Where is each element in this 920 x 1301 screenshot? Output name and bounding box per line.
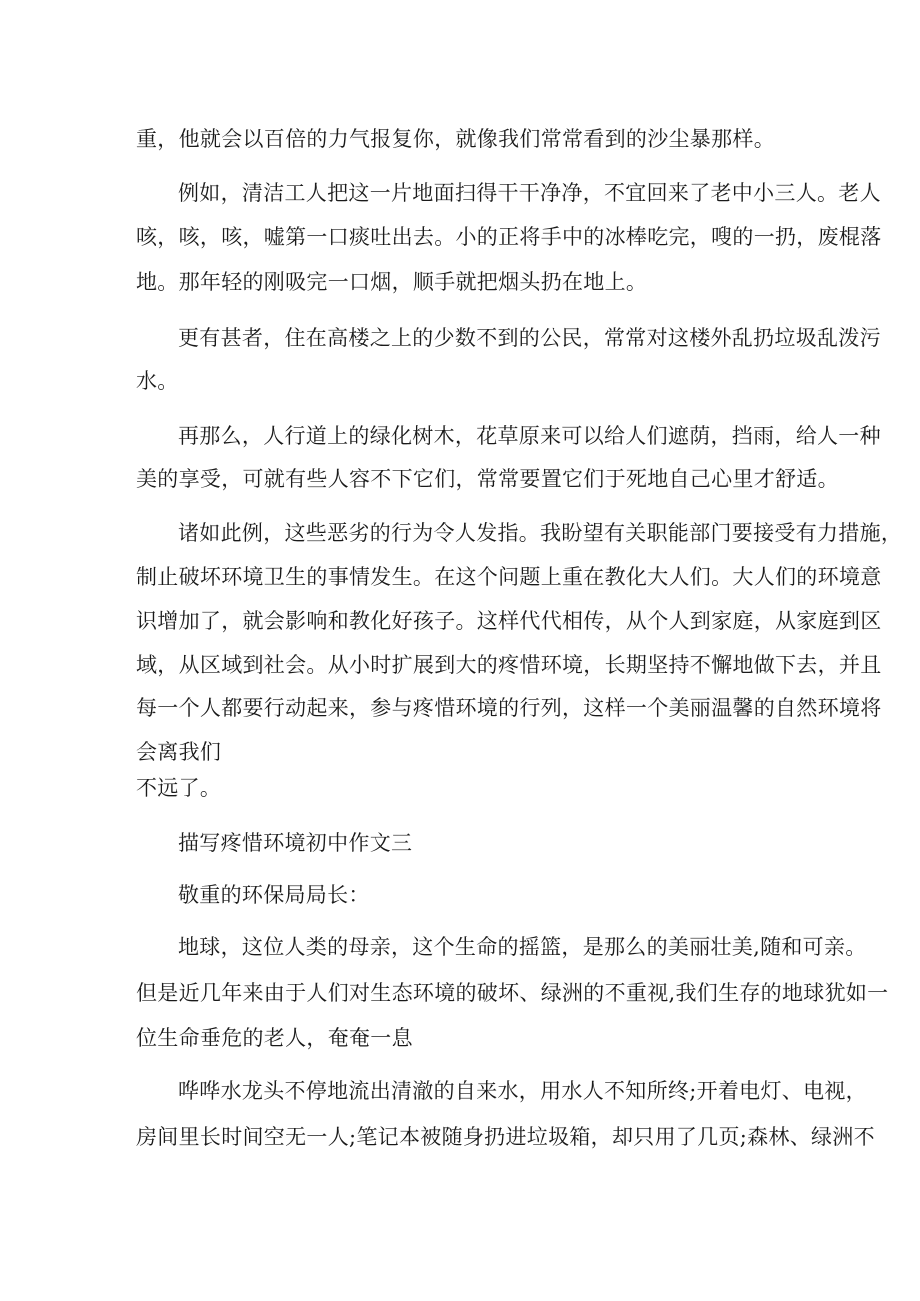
text-line: 再那么，人行道上的绿化树木，花草原来可以给人们遮荫，挡雨，给人一种 xyxy=(178,424,881,448)
text-line: 位生命垂危的老人，奄奄一息 xyxy=(136,1026,413,1050)
text-line: 重，他就会以百倍的力气报复你，就像我们常常看到的沙尘暴那样。 xyxy=(136,127,775,151)
text-line: 房间里长时间空无一人;笔记本被随身扔进垃圾箱，却只用了几页;森林、绿洲不 xyxy=(136,1125,875,1149)
text-line: 哗哗水龙头不停地流出清澈的自来水，用水人不知所终;开着电灯、电视， xyxy=(178,1079,867,1103)
text-line: 水。 xyxy=(136,369,179,393)
text-line: 更有甚者，住在高楼之上的少数不到的公民，常常对这楼外乱扔垃圾乱泼污 xyxy=(178,326,881,350)
salutation: 敬重的环保局局长： xyxy=(178,883,370,907)
text-line: 会离我们 xyxy=(136,740,222,764)
text-line: 地。那年轻的刚吸完一口烟，顺手就把烟头扔在地上。 xyxy=(136,270,648,294)
text-line: 美的享受，可就有些人容不下它们，常常要置它们于死地自己心里才舒适。 xyxy=(136,467,839,491)
text-line: 不远了。 xyxy=(136,776,222,800)
section-title: 描写疼惜环境初中作文三 xyxy=(178,831,413,855)
text-line: 例如，清洁工人把这一片地面扫得干干净净，不宜回来了老中小三人。老人 xyxy=(178,181,881,205)
text-line: 诸如此例，这些恶劣的行为令人发指。我盼望有关职能部门要接受有力措施， xyxy=(178,521,903,545)
text-line: 识增加了，就会影响和教化好孩子。这样代代相传，从个人到家庭，从家庭到区 xyxy=(136,609,882,633)
text-line: 地球，这位人类的母亲，这个生命的摇篮，是那么的美丽壮美,随和可亲。 xyxy=(178,935,867,959)
text-line: 咳，咳，咳，嘘第一口痰吐出去。小的正将手中的冰棒吃完，嗖的一扔，废棍落 xyxy=(136,225,882,249)
text-line: 但是近几年来由于人们对生态环境的破坏、绿洲的不重视,我们生存的地球犹如一 xyxy=(136,981,889,1005)
text-line: 每一个人都要行动起来，参与疼惜环境的行列，这样一个美丽温馨的自然环境将 xyxy=(136,696,882,720)
text-line: 制止破坏环境卫生的事情发生。在这个问题上重在教化大人们。大人们的环境意 xyxy=(136,565,882,589)
text-line: 域，从区域到社会。从小时扩展到大的疼惜环境，长期坚持不懈地做下去，并且 xyxy=(136,653,882,677)
